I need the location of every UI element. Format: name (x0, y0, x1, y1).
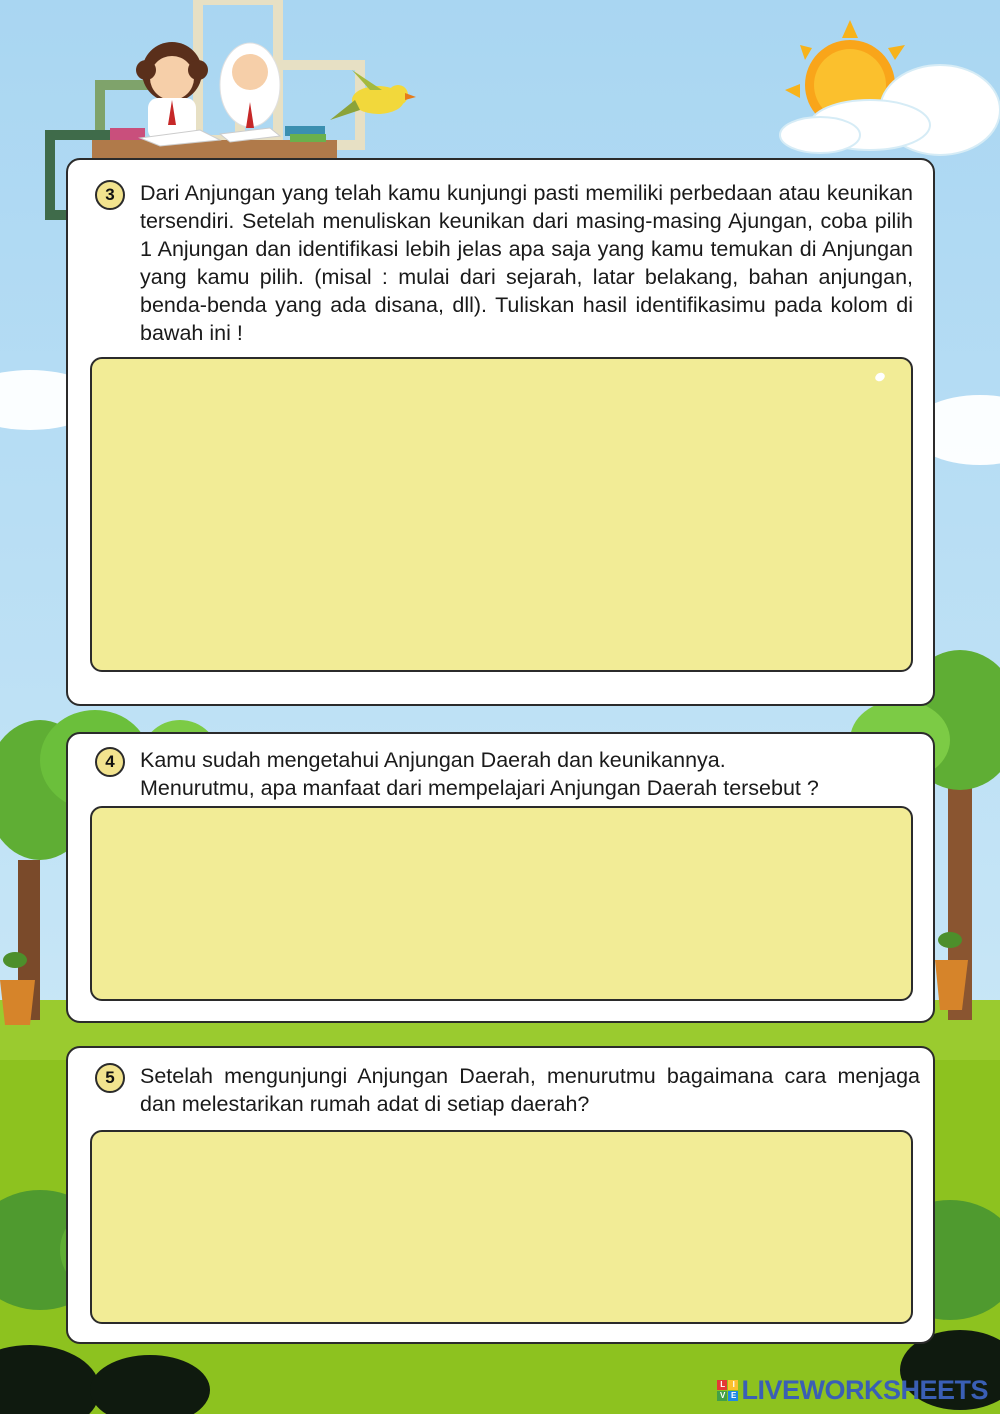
question-number-badge: 4 (95, 747, 125, 777)
answer-box-4[interactable] (90, 806, 913, 1001)
liveworksheets-logo[interactable] (717, 1375, 988, 1406)
question-number-badge: 3 (95, 180, 125, 210)
question-text: Dari Anjungan yang telah kamu kunjungi pasti memiliki perbedaan atau keunikan tersendiri. Setelah menuliskan keunikan dari masing-masing Ajungan, coba pilih 1 Anjungan dan identifikasi lebih jelas apa saja yang kamu temukan di Anjungan yang kamu pilih. (misal : mulai dari sejarah, latar belakang, bahan anjungan, benda-benda yang ada disana, dll). Tuliskan hasil identifikasimu pada kolom di bawah ini ! (140, 181, 913, 345)
question-card-5 (66, 1046, 935, 1344)
brand-name: LIVEWORKSHEETS (741, 1375, 988, 1405)
question-text-line-1: Kamu sudah mengetahui Anjungan Daerah dan keunikannya. (140, 748, 726, 772)
answer-box-3[interactable] (90, 357, 913, 672)
answer-box-5[interactable] (90, 1130, 913, 1324)
highlight-dot-icon (874, 371, 887, 383)
question-card-4 (66, 732, 935, 1023)
question-text: Setelah mengunjungi Anjungan Daerah, menurutmu bagaimana cara menjaga dan melestarikan rumah adat di setiap daerah? (140, 1064, 920, 1116)
liveworksheets-logo-icon: L I V E (717, 1380, 738, 1401)
question-card-3 (66, 158, 935, 706)
question-number-badge: 5 (95, 1063, 125, 1093)
question-text-line-2: Menurutmu, apa manfaat dari mempelajari Anjungan Daerah tersebut ? (140, 776, 819, 800)
